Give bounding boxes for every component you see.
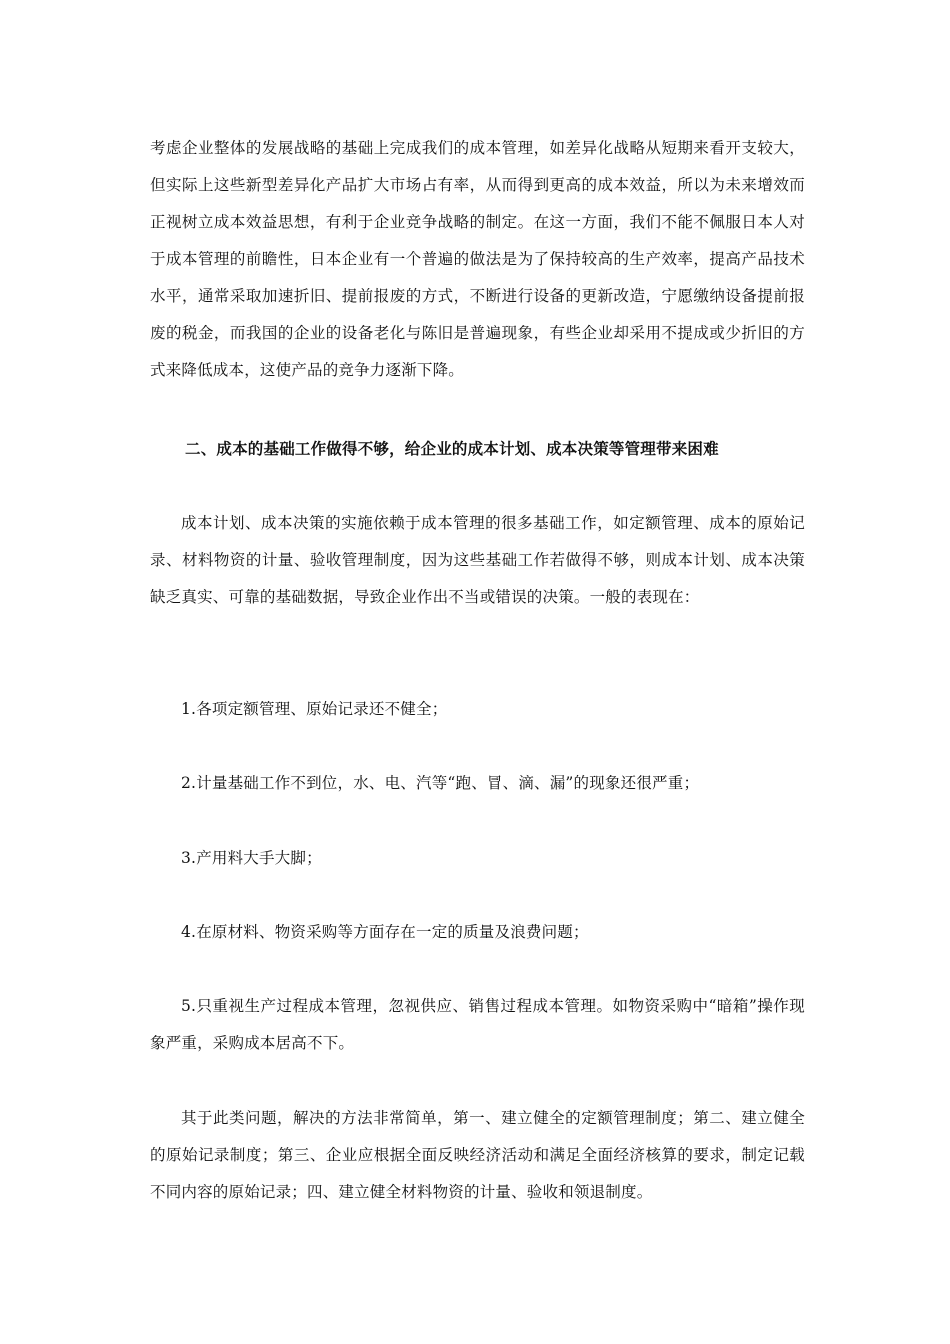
list-item-2: 2.计量基础工作不到位，水、电、汽等“跑、冒、滴、漏”的现象还很严重； — [181, 774, 700, 792]
list-item-5: 5.只重视生产过程成本管理，忽视供应、销售过程成本管理。如物资采购中“暗箱”操作现象严重，采购成本居高不下。 — [150, 997, 805, 1052]
body-paragraph-solutions: 其于此类问题，解决的方法非常简单，第一、建立健全的定额管理制度；第二、建立健全的原始记录制度；第三、企业应根据全面反映经济活动和满足全面经济核算的要求，制定记载不同内容的原始记录；四、建立健全材料物资的计量、验收和领退制度。 — [150, 1109, 805, 1201]
list-item-3: 3.产用料大手大脚； — [181, 849, 322, 867]
list-item-1: 1.各项定额管理、原始记录还不健全； — [181, 700, 448, 718]
section-heading-2: 二、成本的基础工作做得不够，给企业的成本计划、成本决策等管理带来困难 — [185, 439, 719, 458]
list-item-4: 4.在原材料、物资采购等方面存在一定的质量及浪费问题； — [181, 923, 589, 941]
body-paragraph-basic-work: 成本计划、成本决策的实施依赖于成本管理的很多基础工作，如定额管理、成本的原始记录、材料物资的计量、验收管理制度，因为这些基础工作若做得不够，则成本计划、成本决策缺乏真实、可靠的基础数据，导致企业作出不当或错误的决策。一般的表现在： — [150, 514, 805, 606]
body-paragraph-cost-strategy: 考虑企业整体的发展战略的基础上完成我们的成本管理，如差异化战略从短期来看开支较大，但实际上这些新型差异化产品扩大市场占有率，从而得到更高的成本效益，所以为未来增效而正视树立成本效益思想，有利于企业竞争战略的制定。在这一方面，我们不能不佩服日本人对于成本管理的前瞻性，日本企业有一个普遍的做法是为了保持较高的生产效率，提高产品技术水平，通常采取加速折旧、提前报废的方式，不断进行设备的更新改造，宁愿缴纳设备提前报废的税金，而我国的企业的设备老化与陈旧是普遍现象，有些企业却采用不提成或少折旧的方式来降低成本，这使产品的竞争力逐渐下降。 — [150, 139, 805, 379]
